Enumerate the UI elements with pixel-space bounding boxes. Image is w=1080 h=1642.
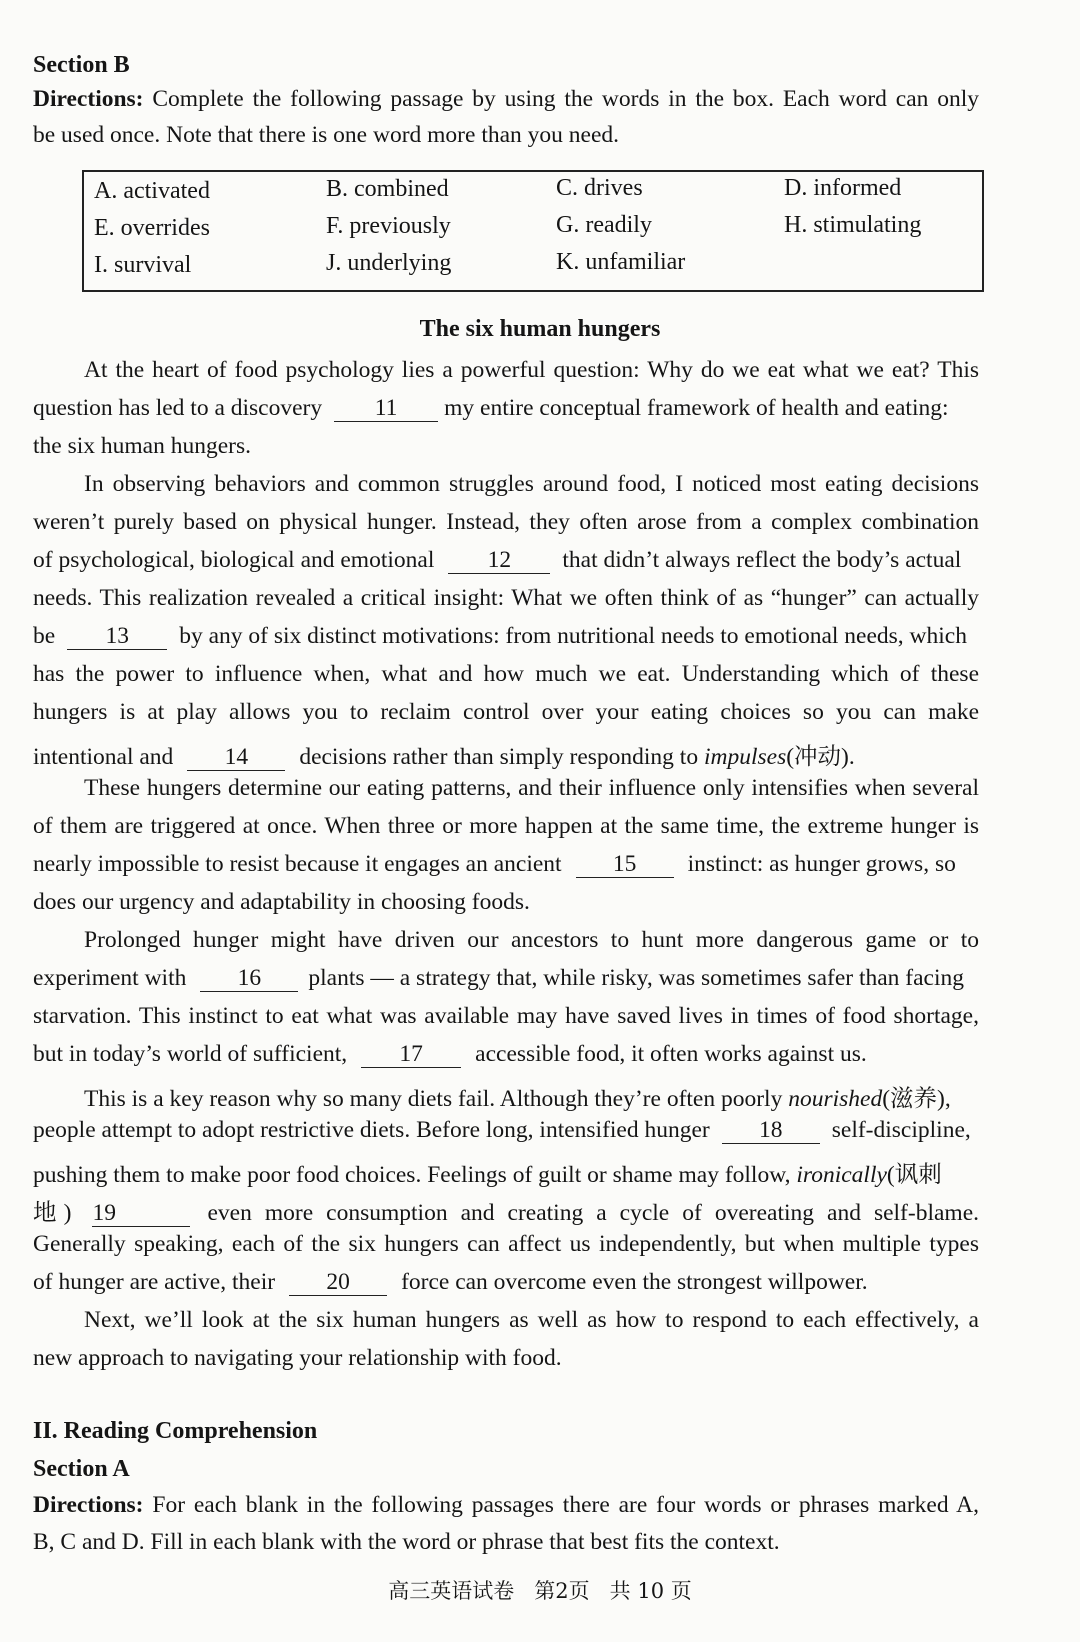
p5-line: 地) 19 even more consumption and creating a cycle of overeating and self-blame.	[33, 1200, 980, 1226]
word-option: D. informed	[784, 175, 902, 201]
blank-14[interactable]: 14	[187, 745, 285, 771]
blank-11[interactable]: 11	[334, 396, 438, 422]
blank-15[interactable]: 15	[576, 852, 674, 878]
p6-line: new approach to navigating your relationship with food.	[33, 1345, 562, 1371]
p4-line: but in today’s world of sufficient, 17 accessible food, it often works against us.	[33, 1041, 867, 1067]
directions-text: Complete the following passage by using the words in the box. Each word can only	[152, 86, 980, 112]
p5-line: Generally speaking, each of the six hungers can affect us independently, but when multiple types	[33, 1231, 979, 1257]
word-option: E. overrides	[94, 215, 210, 241]
p5-line: of hunger are active, their 20 force can overcome even the strongest willpower.	[33, 1269, 868, 1295]
section-b-heading: Section B	[33, 52, 130, 78]
blank-17[interactable]: 17	[361, 1042, 461, 1068]
blank-20[interactable]: 20	[289, 1270, 387, 1296]
reading-directions-line2: B, C and D. Fill in each blank with the word or phrase that best fits the context.	[33, 1529, 780, 1555]
directions-label: Directions:	[33, 86, 144, 112]
p6-line: Next, we’ll look at the six human hungers as well as how to respond to each effectively, a	[84, 1307, 979, 1333]
section-b-directions-line1	[33, 86, 979, 113]
p3-line: nearly impossible to resist because it engages an ancient 15 instinct: as hunger grows, so	[33, 851, 956, 877]
p4-line: experiment with 16 plants — a strategy that, while risky, was sometimes safer than facing	[33, 965, 965, 991]
p3-line: does our urgency and adaptability in choosing foods.	[33, 889, 530, 915]
word-option: F. previously	[326, 213, 451, 239]
p2-line: needs. This realization revealed a critical insight: What we often think of as “hunger” can actually	[33, 585, 979, 611]
blank-13[interactable]: 13	[67, 624, 167, 650]
word-option: B. combined	[326, 176, 449, 202]
p1-line: At the heart of food psychology lies a powerful question: Why do we eat what we eat? This	[84, 357, 979, 383]
p4-line: Prolonged hunger might have driven our ancestors to hunt more dangerous game or to	[84, 927, 979, 953]
directions-text: For each blank in the following passages there are four words or phrases marked A,	[152, 1492, 980, 1518]
p2-line: be 13 by any of six distinct motivations: from nutritional needs to emotional needs, which	[33, 623, 967, 649]
blank-19[interactable]: 19	[92, 1201, 190, 1227]
p4-line: starvation. This instinct to eat what was available may have saved lives in times of food shortage,	[33, 1003, 979, 1029]
p3-line: These hungers determine our eating patterns, and their influence only intensifies when several	[84, 775, 979, 801]
word-option: I. survival	[94, 252, 192, 278]
directions-label: Directions:	[33, 1492, 144, 1518]
p2-line: of psychological, biological and emotional 12 that didn’t always reflect the body’s actual	[33, 547, 962, 573]
page-footer: 高三英语试卷 第2页 共 10 页	[388, 1579, 692, 1603]
p5-line: people attempt to adopt restrictive diets. Before long, intensified hunger 18 self-discipline,	[33, 1117, 971, 1143]
p5-line: pushing them to make poor food choices. Feelings of guilt or shame may follow, ironically(讽刺	[33, 1162, 942, 1188]
blank-12[interactable]: 12	[448, 548, 550, 574]
p5-line: This is a key reason why so many diets fail. Although they’re often poorly nourished(滋养),	[84, 1086, 951, 1112]
p1-line: the six human hungers.	[33, 433, 251, 459]
reading-directions-line1	[33, 1492, 979, 1519]
word-option: K. unfamiliar	[556, 249, 686, 275]
p2-line: weren’t purely based on physical hunger. Instead, they often arose from a complex combination	[33, 509, 979, 535]
p2-line: intentional and 14 decisions rather than simply responding to impulses(冲动).	[33, 744, 855, 770]
passage-title: The six human hungers	[419, 316, 661, 342]
blank-16[interactable]: 16	[200, 966, 298, 992]
p1-line: question has led to a discovery 11 my entire conceptual framework of health and eating:	[33, 395, 949, 421]
word-option: H. stimulating	[784, 212, 922, 238]
reading-heading: II. Reading Comprehension	[33, 1418, 318, 1444]
word-option: J. underlying	[326, 250, 452, 276]
p2-line: In observing behaviors and common struggles around food, I noticed most eating decisions	[84, 471, 979, 497]
word-box	[82, 170, 984, 292]
word-option: G. readily	[556, 212, 652, 238]
word-option: C. drives	[556, 175, 643, 201]
p3-line: of them are triggered at once. When three or more happen at the same time, the extreme hunger is	[33, 813, 979, 839]
section-b-directions-line2: be used once. Note that there is one word more than you need.	[33, 122, 620, 148]
word-option: A. activated	[94, 178, 210, 204]
p2-line: hungers is at play allows you to reclaim control over your eating choices so you can make	[33, 699, 979, 725]
blank-18[interactable]: 18	[722, 1118, 820, 1144]
reading-section-a: Section A	[33, 1456, 130, 1482]
p2-line: has the power to influence when, what and how much we eat. Understanding which of these	[33, 661, 979, 687]
